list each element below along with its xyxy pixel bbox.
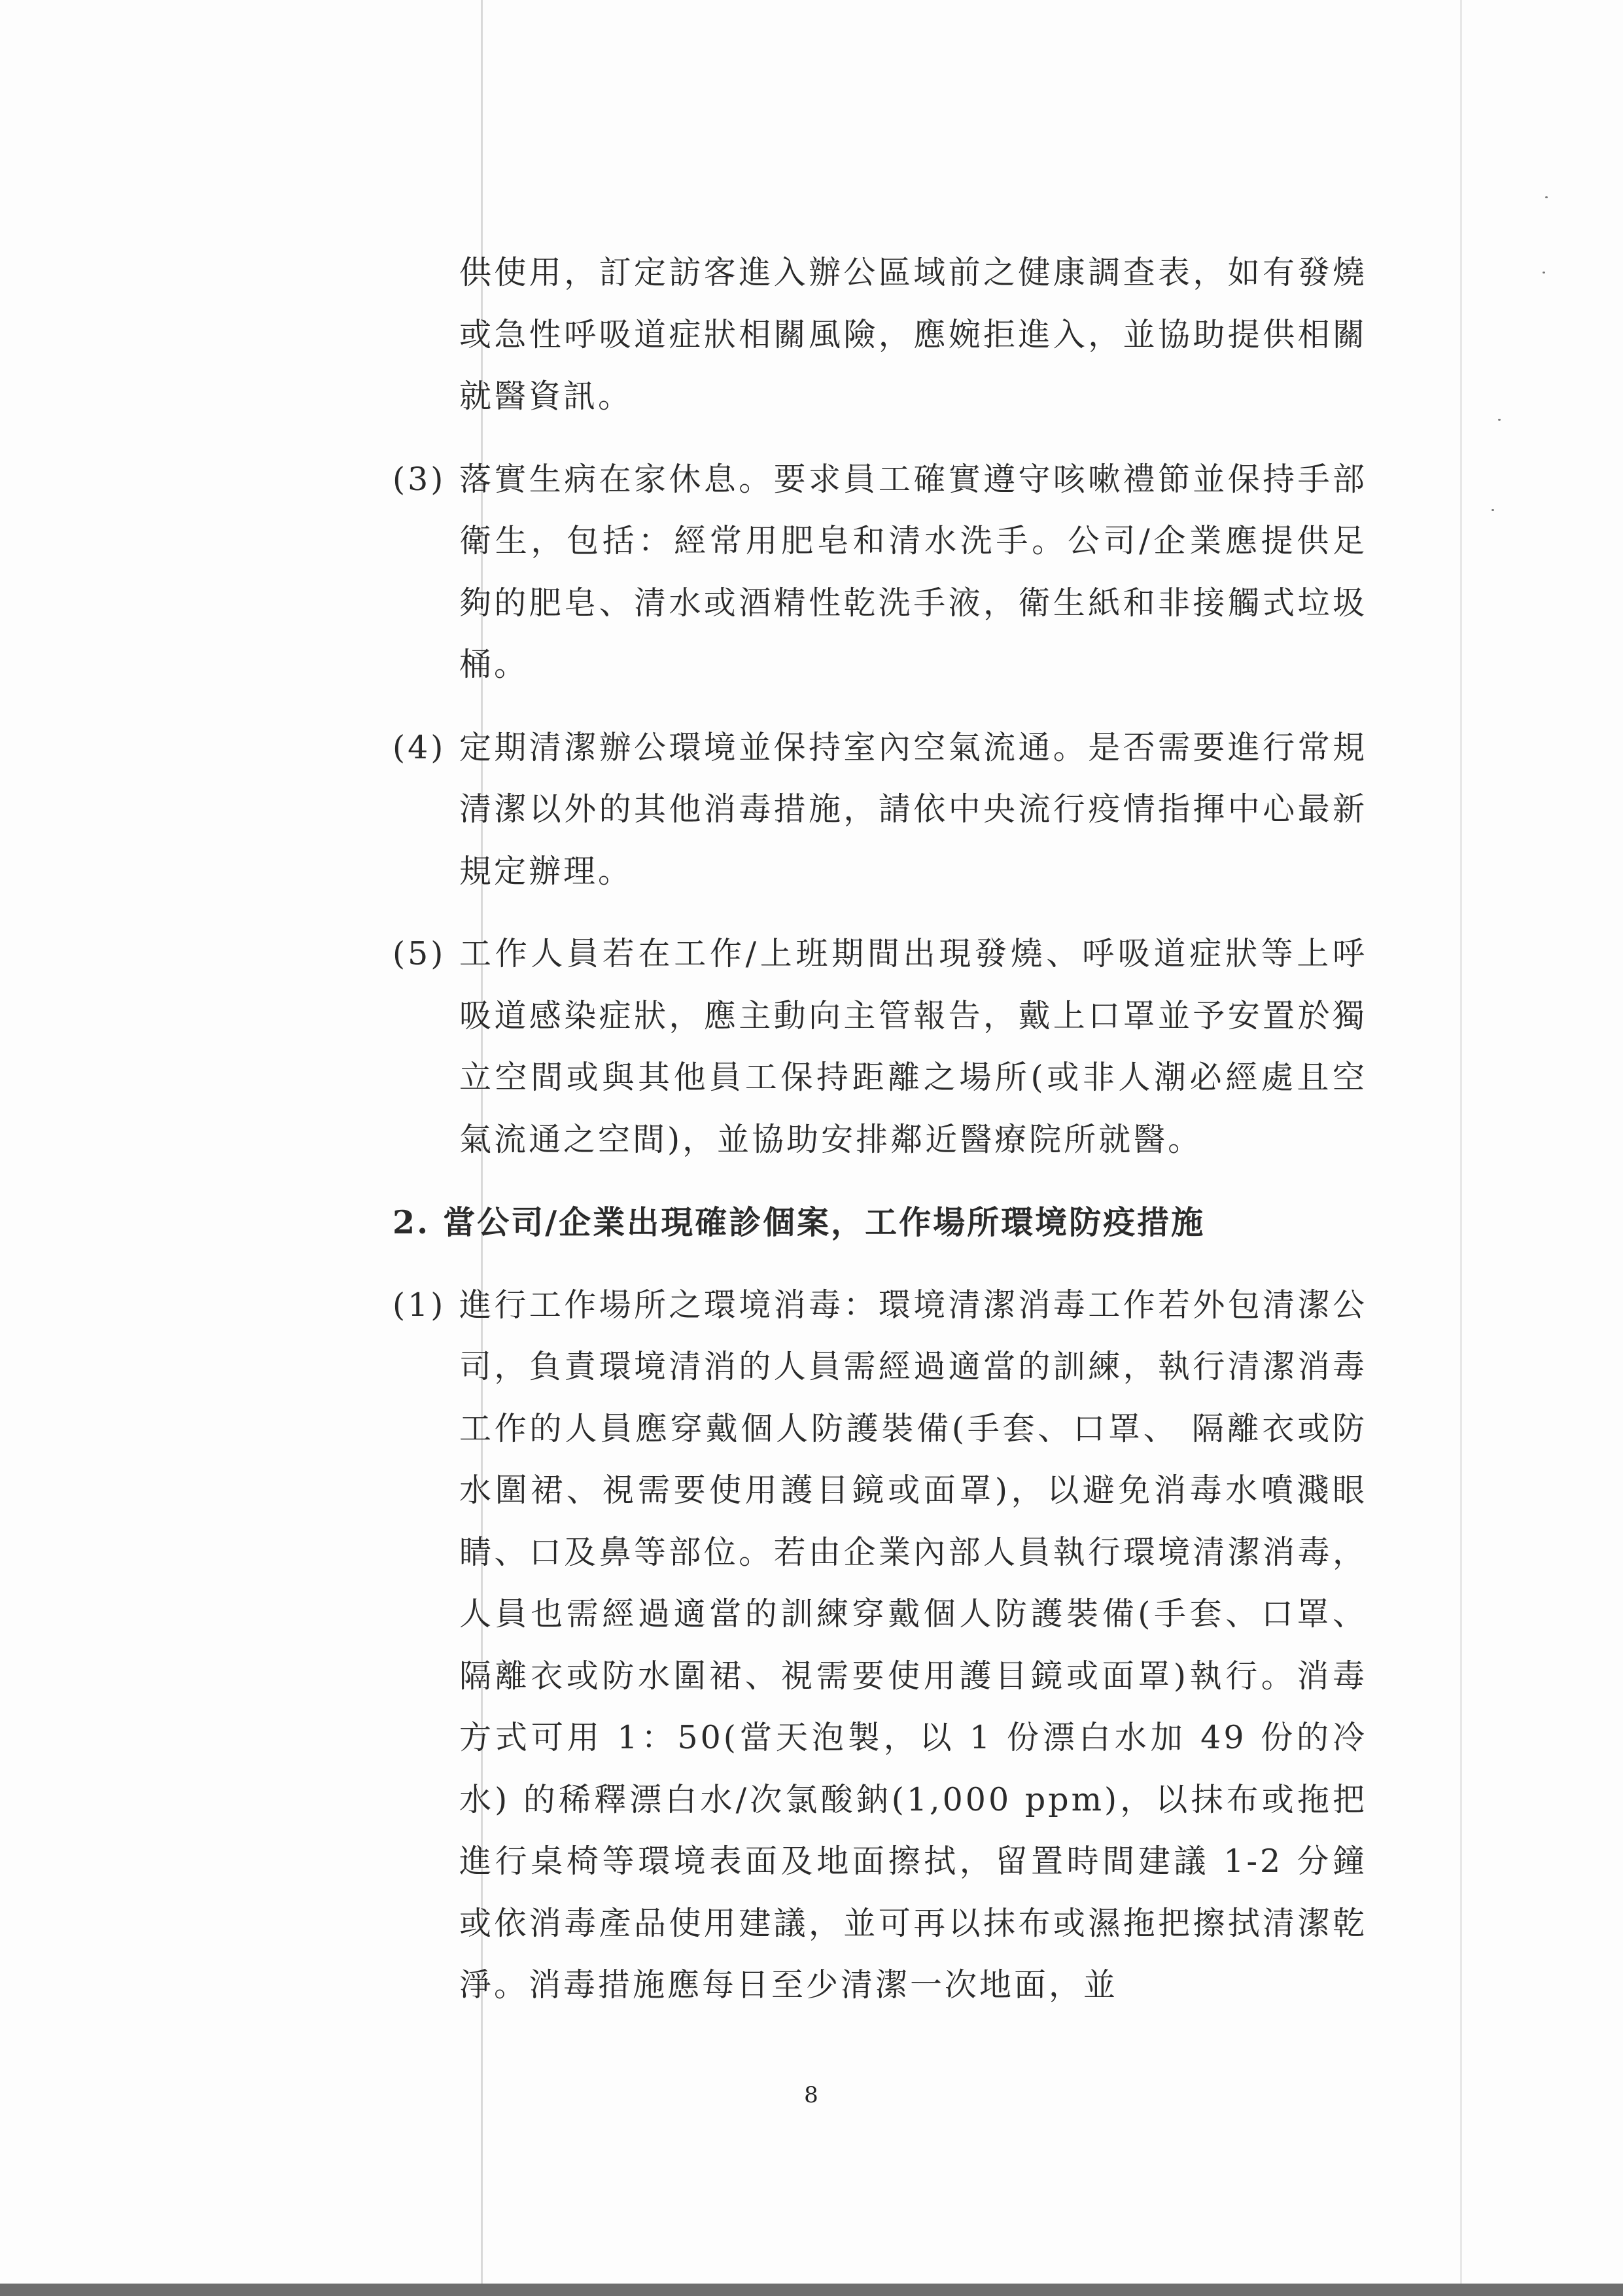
list-item-text: 工作人員若在工作/上班期間出現發燒、呼吸道症狀等上呼吸道感染症狀，應主動向主管報告，戴上口罩並予安置於獨立空間或與其他員工保持距離之場所(或非人潮必經處且空氣流通之空間)，並協助安排鄰近醫療院所就醫。 [459,935,1367,1158]
list-item-number: (4) [393,728,446,766]
list-item-number: (5) [393,935,446,972]
intro-paragraph [393,242,1367,428]
list-item-text: 進行工作場所之環境消毒：環境清潔消毒工作若外包清潔公司，負責環境清消的人員需經過適當的訓練，執行清潔消毒工作的人員應穿戴個人防護裝備(手套、口罩、 隔離衣或防水圍裙、視需要使用護目鏡或面罩)，以避免消毒水噴濺眼睛、口及鼻等部位。若由企業內部人員執行環境清潔消毒，人員也需經過適當的訓練穿戴個人防護裝備(手套、口罩、 隔離衣或防水圍裙、視需要使用護目鏡或面罩)執行。消毒方式可用 1：50(當天泡製，以 1 份漂白水加 49 份的冷水) 的稀釋漂白水/次氯酸鈉(1,000 ppm)，以抹布或拖把進行桌椅等環境表面及地面擦拭，留置時間建議 1-2 分鐘或依消毒產品使用建議，並可再以抹布或濕拖把擦拭清潔乾淨。消毒措施應每日至少清潔一次地面，並 [459,1286,1367,2004]
section-heading: 2. 當公司/企業出現確診個案，工作場所環境防疫措施 [393,1203,1206,1241]
scan-edge-line-right [1460,0,1462,2284]
list-item-number: (1) [393,1286,446,1324]
scan-bottom-border [0,2284,1623,2296]
list-item-text: 定期清潔辦公環境並保持室內空氣流通。是否需要進行常規清潔以外的其他消毒措施，請依中央流行疫情指揮中心最新規定辦理。 [459,728,1367,890]
scan-speck [1545,196,1548,198]
section-list-item-1 [393,1275,1367,2017]
scan-speck [1543,272,1545,274]
list-item-number: (3) [393,460,446,498]
page-number: 8 [804,2082,818,2108]
list-item-5 [393,923,1367,1171]
list-item-4 [393,717,1367,903]
scan-speck [1498,419,1501,421]
intro-text: 供使用，訂定訪客進入辦公區域前之健康調查表，如有發燒或急性呼吸道症狀相關風險，應婉拒進入，並協助提供相關就醫資訊。 [459,254,1367,415]
scan-speck [1492,509,1494,511]
list-item-3 [393,449,1367,696]
list-item-text: 落實生病在家休息。要求員工確實遵守咳嗽禮節並保持手部衛生，包括：經常用肥皂和清水洗手。公司/企業應提供足夠的肥皂、清水或酒精性乾洗手液，衛生紙和非接觸式垃圾桶。 [459,460,1367,683]
document-body [393,242,1367,2017]
